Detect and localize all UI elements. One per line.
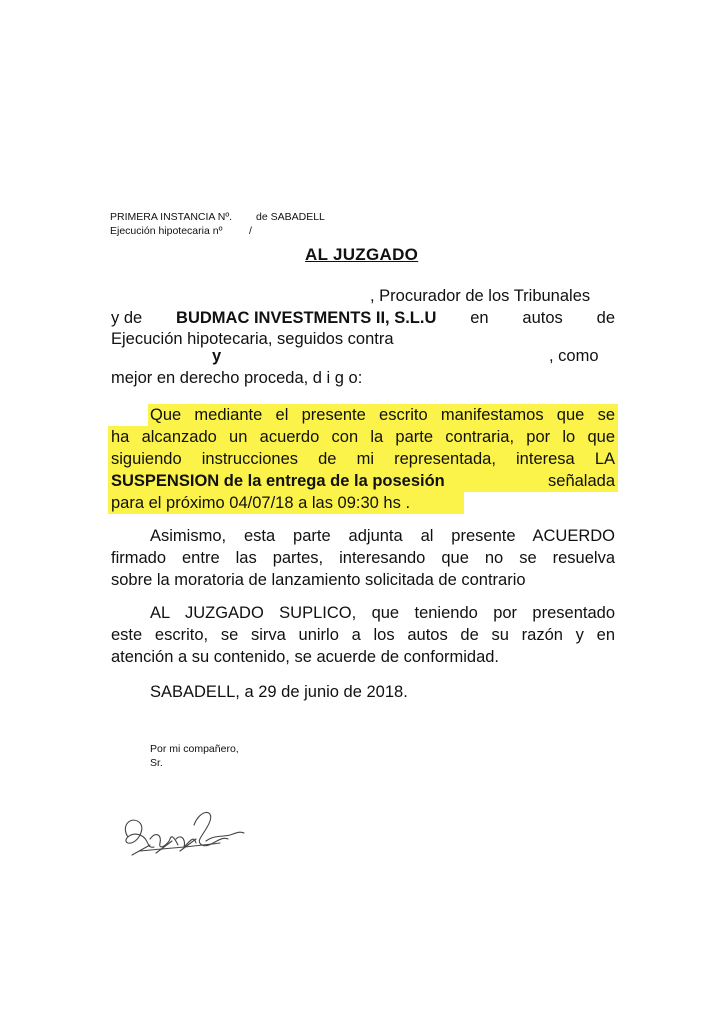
intro-en: en bbox=[470, 309, 489, 327]
intro-como: , como bbox=[549, 347, 599, 365]
suspension-phrase: SUSPENSION de la entrega de la posesión bbox=[111, 472, 445, 490]
intro-y: y bbox=[212, 347, 222, 365]
intro-line-2 bbox=[111, 309, 615, 328]
intro-autos: autos bbox=[522, 309, 563, 327]
intro-de: de bbox=[596, 309, 615, 327]
signature bbox=[110, 795, 250, 875]
document-title: AL JUZGADO bbox=[305, 245, 419, 264]
highlight-line-3: siguiendo instrucciones de mi representada, interesa LA bbox=[111, 450, 615, 468]
para3-line-2: este escrito, se sirva unirlo a los autos de su razón y en bbox=[111, 626, 615, 644]
lugar-label: de SABADELL bbox=[256, 211, 325, 223]
highlight-line-4 bbox=[111, 472, 615, 491]
intro-line-1: , Procurador de los Tribunales bbox=[370, 287, 591, 305]
place-date: SABADELL, a 29 de junio de 2018. bbox=[150, 683, 408, 701]
closing-line-1: Por mi compañero, bbox=[150, 743, 239, 755]
senalada-word: señalada bbox=[548, 472, 615, 490]
para2-line-2: firmado entre las partes, interesando que no se resuelva bbox=[111, 549, 615, 567]
intro-y-de: y de bbox=[111, 309, 143, 327]
company-name: BUDMAC INVESTMENTS II, S.L.U bbox=[176, 309, 437, 327]
para3-line-3: atención a su contenido, se acuerde de conformidad. bbox=[111, 648, 500, 666]
closing-line-2: Sr. bbox=[150, 757, 163, 769]
highlight-line-2: ha alcanzado un acuerdo con la parte contraria, por lo que bbox=[111, 428, 615, 446]
highlight-line-1: Que mediante el presente escrito manifestamos que se bbox=[150, 406, 615, 424]
ejecucion-label: Ejecución hipotecaria nº bbox=[110, 225, 223, 237]
para2-line-3: sobre la moratoria de lanzamiento solicitada de contrario bbox=[111, 571, 526, 589]
highlight-line-5: para el próximo 04/07/18 a las 09:30 hs . bbox=[111, 494, 411, 512]
intro-line-5: mejor en derecho proceda, d i g o: bbox=[111, 369, 363, 387]
para2-line-1: Asimismo, esta parte adjunta al presente ACUERDO bbox=[150, 527, 615, 545]
ejecucion-slash: / bbox=[249, 225, 252, 237]
instancia-label: PRIMERA INSTANCIA Nº. bbox=[110, 211, 233, 223]
intro-line-3: Ejecución hipotecaria, seguidos contra bbox=[111, 330, 394, 348]
para3-line-1: AL JUZGADO SUPLICO, que teniendo por presentado bbox=[150, 604, 615, 622]
